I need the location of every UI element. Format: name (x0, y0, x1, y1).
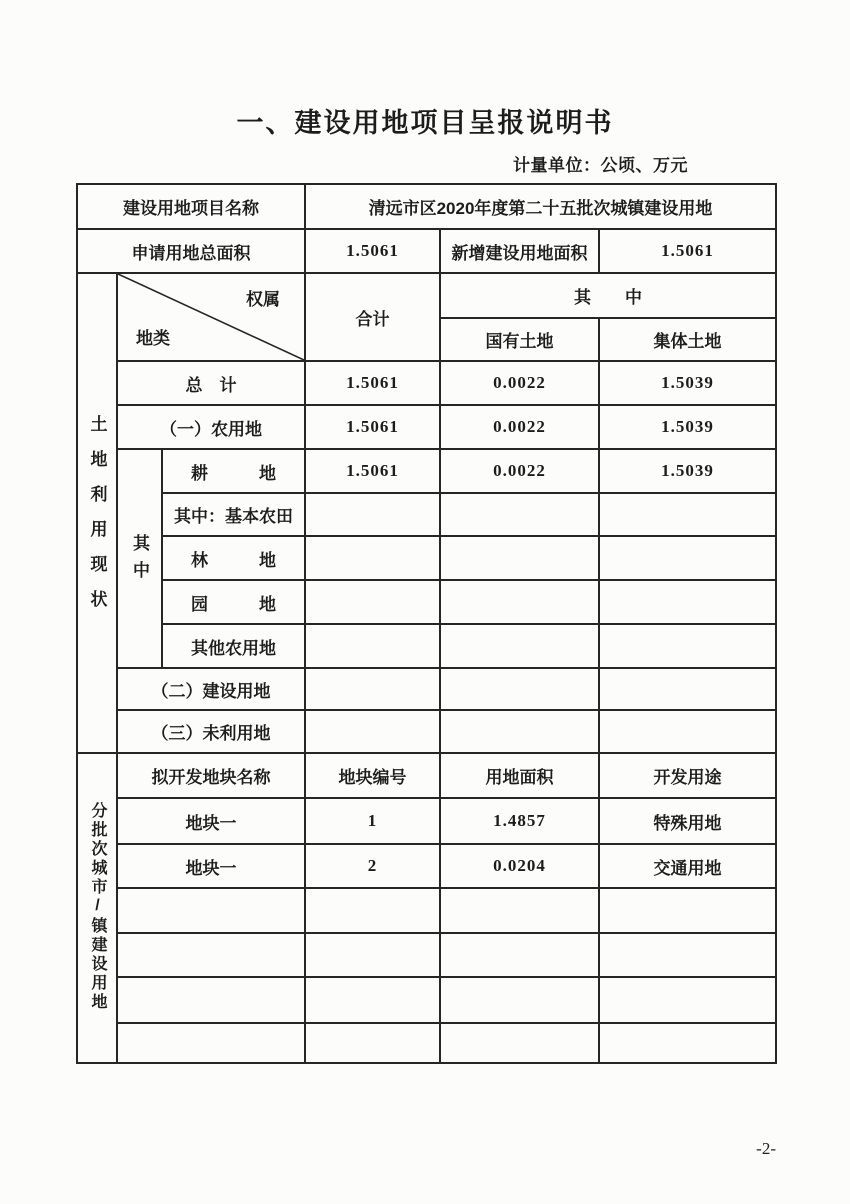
total-area-label: 申请用地总面积 (77, 229, 305, 273)
batch-section-label (77, 753, 117, 1063)
total-area-value: 1.5061 (305, 229, 440, 273)
batch-plot-area: 0.0204 (440, 844, 599, 888)
new-area-value: 1.5061 (599, 229, 776, 273)
cell-state (440, 536, 599, 580)
table-row (77, 888, 776, 933)
row-label-cultivated: 耕 地 (162, 449, 305, 493)
batch-plot-name (117, 888, 305, 933)
batch-header-name: 拟开发地块名称 (117, 753, 305, 798)
new-area-label: 新增建设用地面积 (440, 229, 599, 273)
cell-collective (599, 493, 776, 536)
batch-plot-use (599, 1023, 776, 1063)
table-row (77, 624, 776, 668)
cell-state: 0.0022 (440, 449, 599, 493)
row-label-garden: 园 地 (162, 580, 305, 624)
cell-state (440, 493, 599, 536)
cell-collective: 1.5039 (599, 361, 776, 405)
batch-plot-name (117, 977, 305, 1023)
measurement-unit-note: 计量单位：公顷、万元 (513, 156, 688, 175)
cell-state (440, 580, 599, 624)
batch-plot-area (440, 888, 599, 933)
cell-total (305, 580, 440, 624)
page-title: 一、建设用地项目呈报说明书 (236, 108, 614, 138)
among-group-label (117, 449, 162, 668)
cell-state: 0.0022 (440, 361, 599, 405)
batch-plot-use (599, 933, 776, 977)
column-header-state-land: 国有土地 (440, 318, 599, 361)
cell-collective (599, 668, 776, 710)
batch-plot-name: 地块一 (117, 844, 305, 888)
batch-plot-use (599, 977, 776, 1023)
column-header-collective-land: 集体土地 (599, 318, 776, 361)
table-row (77, 753, 776, 798)
cell-total: 1.5061 (305, 361, 440, 405)
column-header-among: 其 中 (440, 273, 776, 318)
cell-total (305, 710, 440, 753)
table-row (77, 844, 776, 888)
cell-state: 0.0022 (440, 405, 599, 449)
cell-state (440, 624, 599, 668)
table-row (77, 493, 776, 536)
batch-plot-number (305, 977, 440, 1023)
batch-header-use: 开发用途 (599, 753, 776, 798)
batch-plot-use (599, 888, 776, 933)
page-number: -2- (756, 1139, 776, 1158)
row-label-unused: （三）未利用地 (117, 710, 305, 753)
cell-total (305, 493, 440, 536)
cell-total: 1.5061 (305, 449, 440, 493)
batch-header-area: 用地面积 (440, 753, 599, 798)
table-row (77, 273, 776, 318)
row-label-basic-farmland: 其中：基本农田 (162, 493, 305, 536)
cell-collective: 1.5039 (599, 449, 776, 493)
diagonal-header-cell (117, 273, 305, 361)
row-label-agricultural: （一）农用地 (117, 405, 305, 449)
table-row (77, 229, 776, 273)
batch-plot-use: 交通用地 (599, 844, 776, 888)
diagonal-label-ownership: 权属 (246, 290, 280, 309)
land-report-table (76, 183, 777, 1064)
among-group-text: 其中 (130, 534, 149, 588)
batch-plot-number (305, 888, 440, 933)
table-row (77, 449, 776, 493)
batch-plot-use: 特殊用地 (599, 798, 776, 844)
table-row (77, 977, 776, 1023)
batch-plot-name: 地块一 (117, 798, 305, 844)
cell-collective (599, 536, 776, 580)
cell-total (305, 536, 440, 580)
land-use-section-text: 土地利用现状 (87, 414, 107, 625)
table-row (77, 184, 776, 229)
batch-header-number: 地块编号 (305, 753, 440, 798)
cell-total (305, 668, 440, 710)
batch-plot-area (440, 977, 599, 1023)
batch-plot-area (440, 1023, 599, 1063)
project-name-value: 清远市区2020年度第二十五批次城镇建设用地 (305, 184, 776, 229)
diagonal-label-landtype: 地类 (136, 329, 170, 348)
table-row (77, 933, 776, 977)
cell-total: 1.5061 (305, 405, 440, 449)
row-label-construction: （二）建设用地 (117, 668, 305, 710)
batch-plot-number (305, 933, 440, 977)
land-use-section-label (77, 273, 117, 753)
cell-collective (599, 710, 776, 753)
batch-plot-area (440, 933, 599, 977)
project-name-label: 建设用地项目名称 (77, 184, 305, 229)
table-row (77, 536, 776, 580)
table-row (77, 580, 776, 624)
table-row (77, 361, 776, 405)
table-row (77, 1023, 776, 1063)
batch-plot-name (117, 933, 305, 977)
row-label-forest: 林 地 (162, 536, 305, 580)
cell-total (305, 624, 440, 668)
table-row (77, 405, 776, 449)
cell-state (440, 710, 599, 753)
batch-plot-number: 2 (305, 844, 440, 888)
batch-plot-number: 1 (305, 798, 440, 844)
batch-plot-number (305, 1023, 440, 1063)
table-row (77, 668, 776, 710)
cell-collective (599, 624, 776, 668)
batch-plot-area: 1.4857 (440, 798, 599, 844)
column-header-total: 合计 (305, 273, 440, 361)
row-label-grand-total: 总 计 (117, 361, 305, 405)
cell-state (440, 668, 599, 710)
table-row (77, 710, 776, 753)
row-label-other-agricultural: 其他农用地 (162, 624, 305, 668)
table-row (77, 798, 776, 844)
batch-section-text: 分批次城市/镇建设用地 (89, 802, 106, 1012)
cell-collective (599, 580, 776, 624)
batch-plot-name (117, 1023, 305, 1063)
cell-collective: 1.5039 (599, 405, 776, 449)
